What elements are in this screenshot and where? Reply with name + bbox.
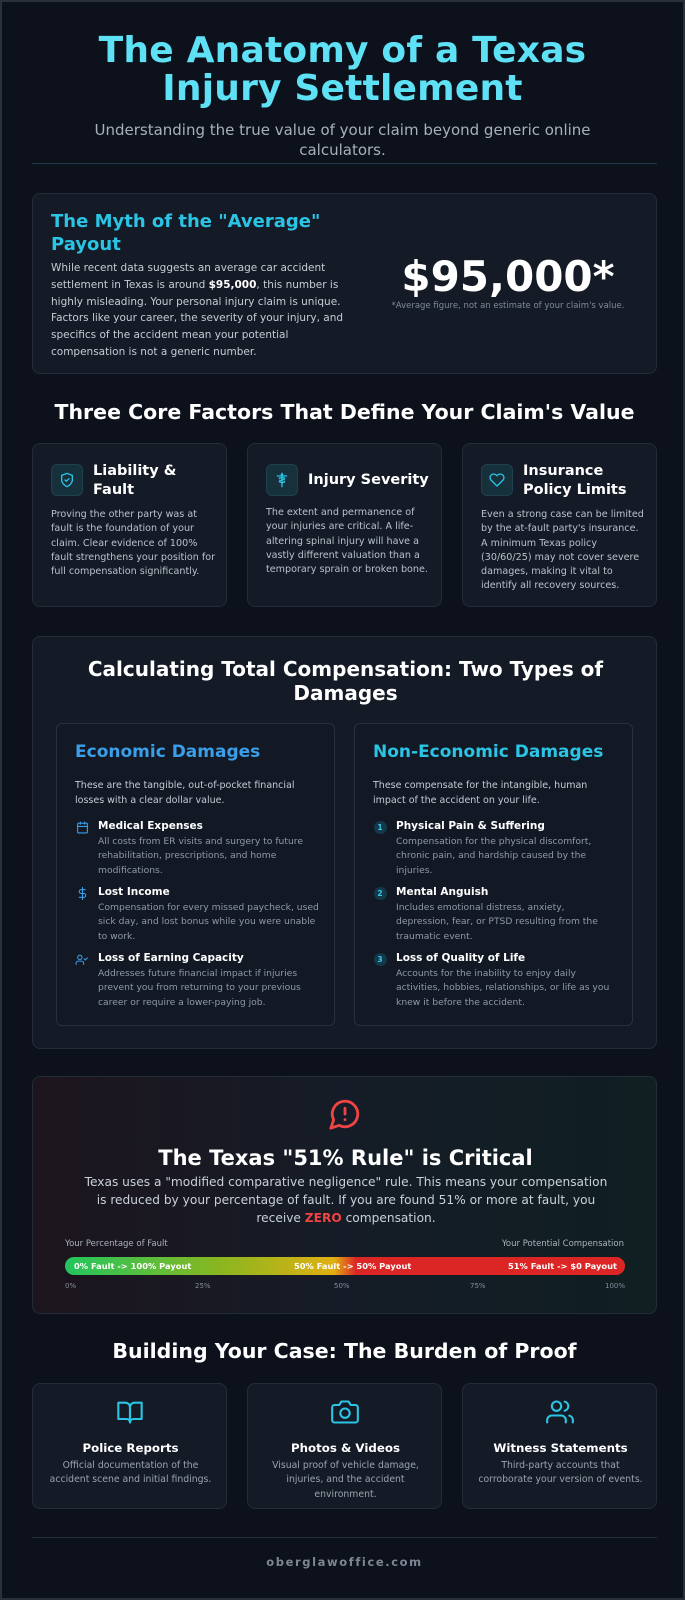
proof-card-police — [32, 1383, 227, 1509]
proof-item-title: Photos & Videos — [291, 1441, 400, 1455]
user-check-icon — [75, 952, 89, 966]
item-title: Loss of Earning Capacity — [98, 952, 244, 964]
economic-damages-card — [56, 723, 335, 1026]
tick-label: 75% — [470, 1282, 486, 1290]
number-badge-value: 1 — [374, 821, 387, 834]
list-item — [75, 886, 325, 946]
proof-item-desc: Official documentation of the accident scene and initial findings. — [49, 1460, 212, 1486]
proof-item-desc: Visual proof of vehicle damage, injuries, and the accident environment. — [272, 1460, 419, 1500]
list-item — [373, 820, 623, 880]
factors-title: Three Core Factors That Define Your Claim's Value — [54, 400, 635, 424]
list-item — [373, 886, 623, 946]
non-economic-damages-card — [354, 723, 633, 1026]
proof-card-photos — [247, 1383, 442, 1509]
tick-label: 100% — [605, 1282, 626, 1290]
medical-icon — [266, 464, 298, 496]
proof-title: Building Your Case: The Burden of Proof — [112, 1339, 577, 1363]
camera-icon — [331, 1398, 359, 1426]
number-badge-value: 2 — [374, 887, 387, 900]
tick-label: 25% — [195, 1282, 211, 1290]
footer-link[interactable]: oberglawoffice.com — [266, 1555, 423, 1569]
tick-label: 0% — [65, 1282, 77, 1290]
item-title: Lost Income — [98, 886, 170, 898]
item-desc: Addresses future financial impact if injuries prevent you from returning to your previous career or require a lower-paying job. — [98, 968, 301, 1008]
myth-card — [32, 193, 657, 374]
calendar-icon — [75, 820, 89, 834]
item-desc: All costs from ER visits and surgery to future rehabilitation, prescriptions, and home modifications. — [98, 836, 304, 876]
proof-card-witness — [462, 1383, 657, 1509]
users-icon — [546, 1398, 574, 1426]
bar-label: 51% Fault -> $0 Payout — [507, 1261, 617, 1271]
damages-title: Calculating Total Compensation: Two Types of Damages — [87, 657, 604, 705]
bar-label: 50% Fault -> 50% Payout — [294, 1261, 412, 1271]
fault-gradient-bar — [65, 1257, 625, 1275]
item-desc: Compensation for every missed paycheck, used sick day, and lost bonus while you were unable to work. — [98, 902, 319, 942]
rule-card — [32, 1076, 657, 1314]
number-badge — [373, 886, 387, 900]
item-desc: Includes emotional distress, anxiety, depression, fear, or PTSD resulting from the traumatic event. — [396, 902, 598, 942]
factor-body: Proving the other party was at fault is the foundation of your claim. Clear evidence of 100% fault strengthens your position for full compensation significantly. — [51, 509, 216, 578]
item-title: Mental Anguish — [396, 886, 489, 898]
factor-card-liability — [32, 443, 227, 607]
damages-section — [32, 636, 657, 1049]
average-amount-note: *Average figure, not an estimate of your claim's value. — [391, 301, 625, 311]
average-amount: $95,000* — [401, 252, 615, 301]
compensation-axis-label: Your Potential Compensation — [501, 1239, 624, 1249]
divider — [32, 163, 657, 164]
factor-title: Injury Severity — [308, 472, 429, 488]
factor-title: Liability & Fault — [93, 463, 177, 498]
myth-title: The Myth of the "Average" Payout — [51, 211, 321, 255]
list-item — [373, 952, 623, 1012]
page-subtitle: Understanding the true value of your claim beyond generic online calculators. — [94, 121, 591, 159]
item-title: Loss of Quality of Life — [396, 952, 526, 964]
factor-card-insurance — [462, 443, 657, 607]
rule-body — [81, 1173, 611, 1227]
tick-label: 50% — [334, 1282, 350, 1290]
non-economic-damages-intro: These compensate for the intangible, human impact of the accident on your life. — [373, 780, 588, 806]
non-economic-damages-title: Non-Economic Damages — [373, 742, 604, 762]
book-icon — [116, 1398, 144, 1426]
rule-zero: ZERO — [304, 1211, 342, 1225]
factor-card-injury — [247, 443, 442, 607]
rule-title: The Texas "51% Rule" is Critical — [158, 1146, 533, 1170]
economic-damages-title: Economic Damages — [75, 742, 261, 762]
myth-body-amount: $95,000 — [208, 278, 257, 291]
myth-body-text-end: , this number is highly misleading. Your personal injury claim is unique. Factors like your career, the severity of your injury, and specifics of the accident mean your potential compensation is not a generic number. — [51, 278, 344, 358]
list-item — [75, 952, 325, 1012]
heart-icon — [481, 464, 513, 496]
number-badge — [373, 820, 387, 834]
item-desc: Compensation for the physical discomfort, chronic pain, and hardship caused by the injuries. — [396, 836, 592, 876]
rule-body-text: Texas uses a "modified comparative negligence" rule. This means your compensation is reduced by your percentage of fault. If you are found 51% or more at fault, you receive — [84, 1175, 608, 1225]
number-badge — [373, 952, 387, 966]
list-item — [75, 820, 325, 880]
proof-item-title: Witness Statements — [493, 1441, 628, 1455]
factor-body: Even a strong case can be limited by the at-fault party's insurance. A minimum Texas policy (30/60/25) may not cover severe damages, making it vital to identify all recovery sources. — [481, 509, 644, 592]
item-title: Physical Pain & Suffering — [396, 820, 545, 832]
proof-item-desc: Third-party accounts that corroborate your version of events. — [478, 1460, 643, 1486]
bar-label: 0% Fault -> 100% Payout — [74, 1261, 192, 1271]
myth-body-text: While recent data suggests an average car accident settlement in Texas is around — [51, 262, 326, 291]
shield-check-icon — [51, 464, 83, 496]
item-title: Medical Expenses — [98, 820, 203, 832]
dollar-icon — [75, 886, 89, 900]
economic-damages-intro: These are the tangible, out-of-pocket financial losses with a clear dollar value. — [75, 780, 295, 806]
footer-divider — [32, 1537, 657, 1538]
page-title: The Anatomy of a Texas Injury Settlement — [98, 30, 587, 109]
alert-message-icon — [328, 1097, 362, 1131]
item-desc: Accounts for the inability to enjoy daily activities, hobbies, relationships, or life as you knew it before the accident. — [396, 968, 610, 1008]
fault-axis-label: Your Percentage of Fault — [65, 1239, 168, 1249]
rule-body-text-end: compensation. — [341, 1211, 436, 1225]
number-badge-value: 3 — [374, 953, 387, 966]
myth-body — [51, 260, 363, 361]
factor-title: Insurance Policy Limits — [523, 463, 627, 498]
header — [2, 2, 683, 160]
factor-body: The extent and permanence of your injuries are critical. A life-altering spinal injury will have a vastly different valuation than a temporary sprain or broken bone. — [266, 507, 428, 576]
proof-item-title: Police Reports — [82, 1441, 179, 1455]
